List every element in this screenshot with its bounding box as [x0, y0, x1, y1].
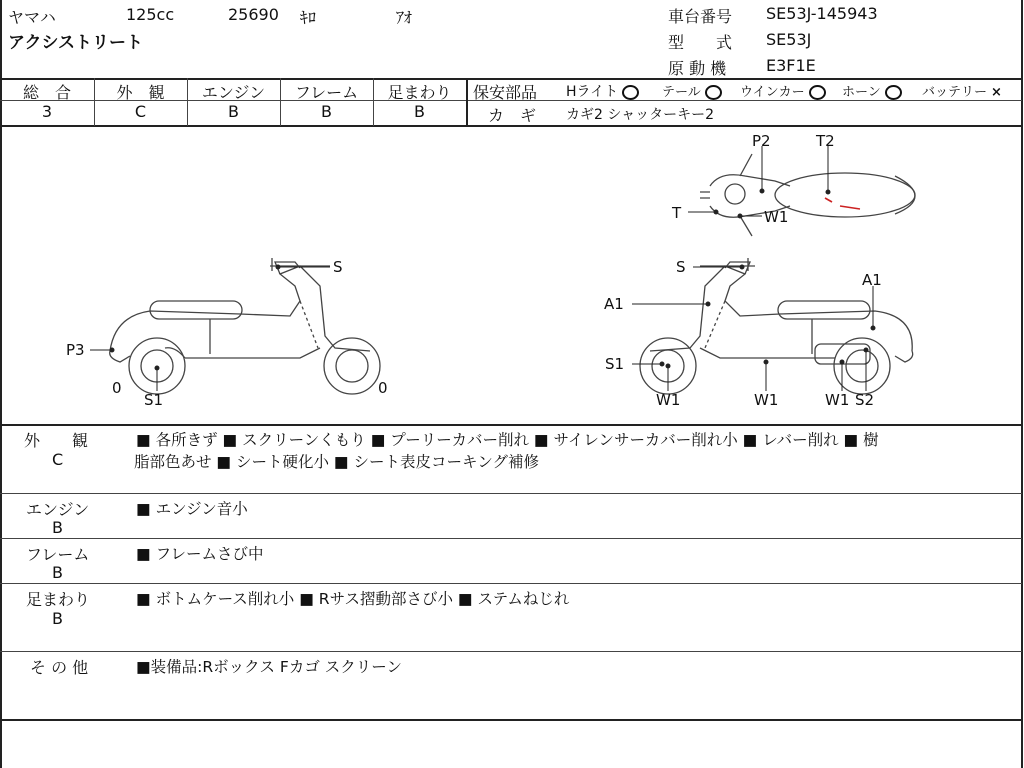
remark-grade-engine: B — [52, 518, 63, 537]
remark-category-exterior: 外 観 — [24, 431, 89, 450]
frame-no-label: 車台番号 — [668, 7, 733, 26]
displacement: 125cc — [126, 5, 175, 24]
grade-header-overall: 総 合 — [22, 83, 71, 102]
frame-no: SE53J-145943 — [766, 4, 878, 23]
remark-text-engine: ■ エンジン音小 — [136, 500, 248, 518]
safety-item-tail — [662, 81, 722, 100]
grade-header-exterior: 外 観 — [116, 83, 165, 102]
color: ｱｵ — [396, 8, 413, 27]
key-label: カ ギ — [488, 106, 537, 125]
safety-item-winker — [740, 81, 826, 100]
model-name: アクシストリート — [8, 33, 143, 53]
label-zero-left: 0 — [112, 379, 122, 397]
remark-grade-suspension: B — [52, 609, 63, 628]
safety-item-headlight — [566, 81, 639, 101]
remark-text-exterior-line2: 脂部色あせ ■ シート硬化小 ■ シート表皮コーキング補修 — [134, 453, 540, 471]
safety-item-label: テール — [662, 85, 701, 100]
remarks-top-line — [0, 424, 1022, 426]
remark-text-frame: ■ フレームさび中 — [136, 545, 264, 563]
ok-circle-icon — [622, 85, 639, 100]
label-p2: P2 — [752, 132, 771, 150]
safety-label: 保安部品 — [473, 83, 538, 102]
label-t: T — [672, 204, 682, 222]
label-w1-mid: W1 — [754, 391, 779, 409]
remarks-divider — [0, 651, 1022, 652]
safety-item-label: ホーン — [842, 85, 881, 100]
grade-frame: B — [321, 102, 332, 121]
mileage-unit: ｷﾛ — [300, 8, 317, 27]
label-a1-rear: A1 — [862, 271, 882, 289]
remark-text-other: ■装備品:Rボックス Fカゴ スクリーン — [136, 658, 402, 676]
label-t2: T2 — [816, 132, 835, 150]
remarks-divider — [0, 583, 1022, 584]
type-label: 型 式 — [668, 33, 733, 52]
label-s1-left: S1 — [144, 391, 164, 409]
label-s2: S2 — [855, 391, 875, 409]
ok-circle-icon — [705, 85, 722, 100]
safety-mid-line — [466, 100, 1022, 101]
ok-circle-icon — [809, 85, 826, 100]
label-s-right: S — [676, 258, 686, 276]
ok-circle-icon — [885, 85, 902, 100]
label-s-left: S — [333, 258, 343, 276]
ng-cross-icon: × — [991, 85, 1002, 100]
mileage: 25690 — [228, 5, 279, 24]
remarks-divider — [0, 493, 1022, 494]
maker: ヤマハ — [8, 8, 56, 27]
remark-category-other: そ の 他 — [30, 658, 89, 677]
damage-mark — [840, 206, 860, 209]
scooter-left-side-view — [110, 258, 380, 394]
label-w1-front: W1 — [656, 391, 681, 409]
remark-text-suspension: ■ ボトムケース削れ小 ■ Rサス摺動部さび小 ■ ステムねじれ — [136, 590, 570, 608]
remarks-divider — [0, 538, 1022, 539]
grade-header-suspension: 足まわり — [387, 83, 452, 102]
damage-mark — [825, 198, 832, 202]
engine-value: E3F1E — [766, 56, 816, 75]
remark-category-frame: フレーム — [26, 545, 90, 564]
label-s1-right: S1 — [605, 355, 625, 373]
remark-category-engine: エンジン — [26, 500, 90, 519]
type-value: SE53J — [766, 30, 812, 49]
remarks-bottom-line — [0, 719, 1022, 721]
engine-label: 原 動 機 — [668, 59, 727, 78]
label-w1-rear: W1 — [825, 391, 850, 409]
safety-item-label: Hライト — [566, 84, 619, 100]
grade-header-engine: エンジン — [201, 83, 266, 102]
grade-suspension: B — [414, 102, 425, 121]
remark-category-suspension: 足まわり — [26, 590, 91, 609]
grade-overall: 3 — [41, 102, 53, 121]
safety-item-battery — [922, 81, 1002, 100]
key-value: カギ2 シャッターキー2 — [566, 107, 714, 123]
safety-item-horn — [842, 81, 902, 100]
grade-engine: B — [228, 102, 239, 121]
grade-header-frame: フレーム — [294, 83, 359, 102]
remark-grade-frame: B — [52, 563, 63, 582]
label-p3: P3 — [66, 341, 85, 359]
remark-grade-exterior: C — [52, 450, 64, 469]
scooter-top-view — [700, 154, 915, 236]
label-zero-right: 0 — [378, 379, 388, 397]
remark-text-exterior-line1: ■ 各所きず ■ スクリーンくもり ■ プーリーカバー削れ ■ サイレンサーカバー削れ小 ■ レバー削れ ■ 樹 — [136, 431, 879, 449]
grade-divider — [466, 78, 468, 126]
label-a1-front: A1 — [604, 295, 624, 313]
safety-item-label: ウインカー — [740, 85, 805, 100]
grade-exterior: C — [134, 102, 147, 121]
safety-item-label: バッテリー — [922, 85, 988, 100]
label-w1-top: W1 — [764, 208, 789, 226]
